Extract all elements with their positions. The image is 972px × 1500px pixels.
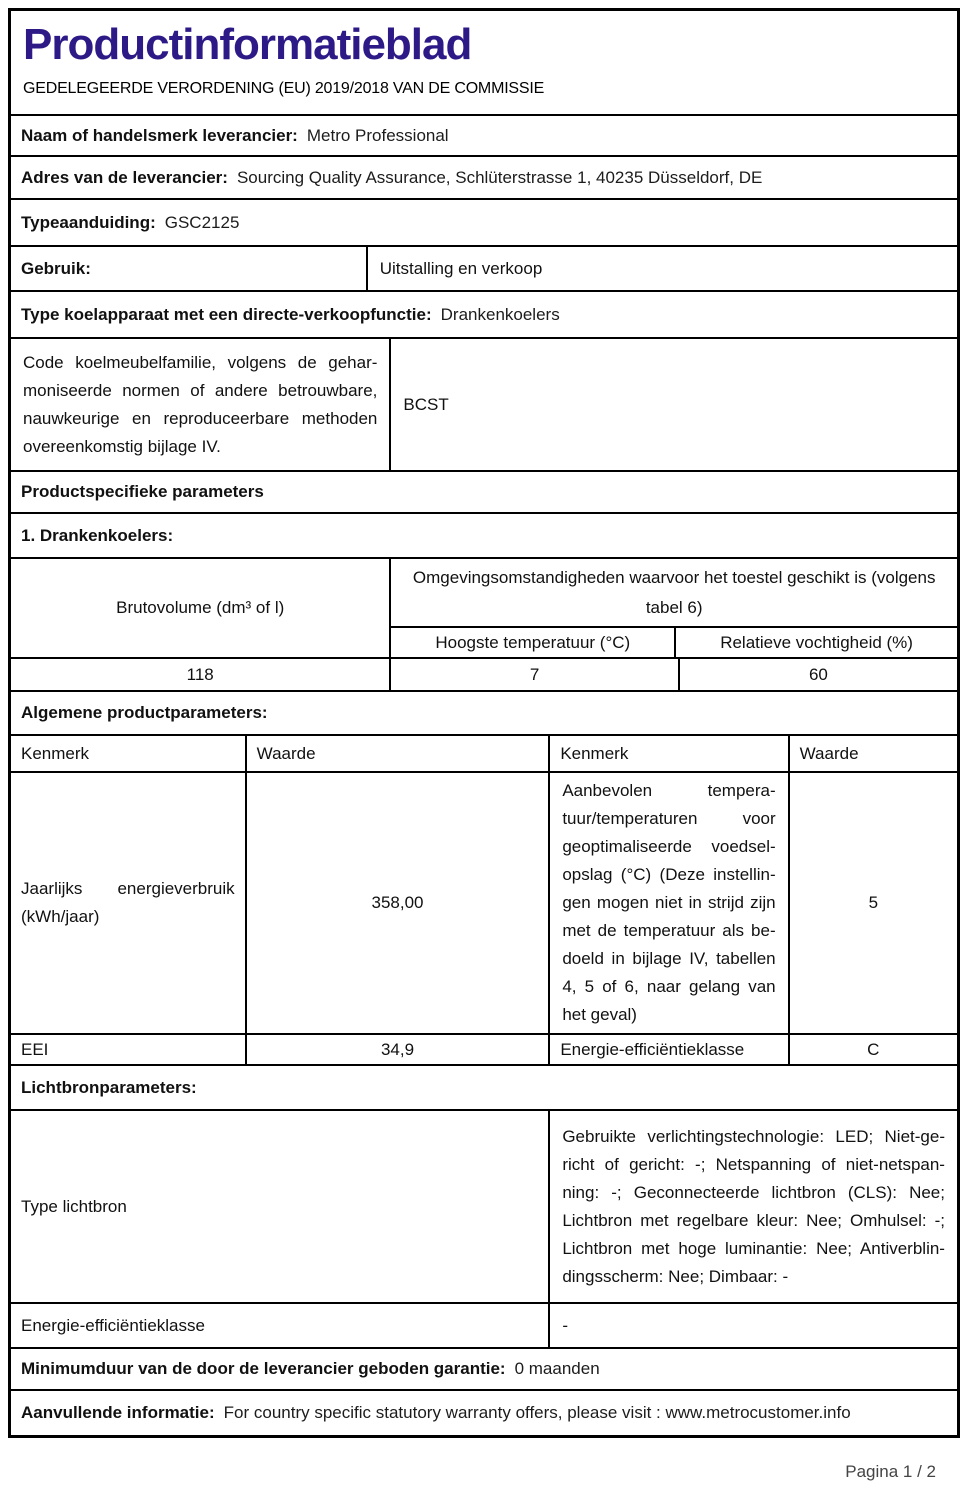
general-header-kenmerk-2: Kenmerk [548, 736, 787, 771]
warranty-label: Minimumduur van de door de leverancier geboden garantie: [21, 1359, 506, 1378]
ambient-conditions-header: Omgevingsomstandigheden waarvoor het toestel geschikt is (volgens tabel 6) [412, 567, 936, 617]
gross-volume-header-cell [11, 559, 389, 657]
ambient-subheaders [391, 626, 957, 657]
appliance-type-value: Drankenkoelers [440, 304, 560, 324]
family-code-value-cell [389, 339, 957, 470]
additional-info-label: Aanvullende informatie: [21, 1403, 215, 1422]
use-label-cell [11, 247, 366, 290]
section-general-params-label: Algemene productparameters: [21, 703, 268, 722]
section-beverage-coolers-label: 1. Drankenkoelers: [21, 525, 174, 545]
light-source-type-value-cell [548, 1111, 957, 1302]
section-light-source-params-label: Lichtbronparameters: [21, 1077, 197, 1097]
use-row [11, 245, 957, 290]
energy-consumption-label-cell [11, 773, 245, 1033]
family-code-value: BCST [403, 394, 449, 414]
appliance-type-label: Type koelapparaat met een directe-verkoopfunctie: [21, 304, 432, 324]
section-light-source-params [11, 1064, 957, 1109]
volume-table-header [11, 557, 957, 657]
section-general-params [11, 690, 957, 734]
recommended-temp-value: 5 [788, 773, 957, 1033]
use-label: Gebruik: [21, 258, 91, 278]
family-code-row [11, 337, 957, 470]
supplier-name-row [11, 114, 957, 155]
use-value: Uitstalling en verkoop [379, 258, 543, 278]
light-source-type-value: Gebruikte verlichtingstechnologie: LED; Niet-ge- richt of gericht: -; Netspanning of niet-netspan- ning: -; Geconnecteerde lichtbron (CLS): Nee; Lichtbron met regelbare kleur: Nee; Omhulsel: -; Lichtbron met hoge luminantie: Nee; Antiverblin- dingsscherm: Nee; Dimbaar: - [562, 1126, 945, 1286]
family-code-label: Code koelmeubelfamilie, volgens de gehar- moniseerde normen of andere betrouwbare, nauwkeurige en reproduceerbare methoden overeenkomstig bijlage IV. [23, 352, 378, 456]
recommended-temp-label-cell [548, 773, 787, 1033]
max-temperature-header: Hoogste temperatuur (°C) [435, 632, 631, 652]
relative-humidity-value: 60 [678, 659, 957, 690]
appliance-type-row [11, 290, 957, 337]
energy-class-value: C [788, 1035, 957, 1064]
regulation-subtitle: GEDELEGEERDE VERORDENING (EU) 2019/2018 VAN DE COMMISSIE [23, 80, 545, 97]
energy-consumption-row [11, 771, 957, 1033]
page-title: Productinformatieblad [23, 20, 472, 69]
eei-label: EEI [21, 1039, 49, 1059]
relative-humidity-header: Relatieve vochtigheid (%) [674, 628, 957, 657]
light-source-type-row [11, 1109, 957, 1302]
section-beverage-coolers [11, 512, 957, 557]
section-product-specific [11, 470, 957, 512]
use-value-cell [366, 247, 957, 290]
warranty-row [11, 1347, 957, 1389]
light-source-energy-class-row [11, 1302, 957, 1347]
additional-info-row [11, 1389, 957, 1435]
gross-volume-value: 118 [186, 664, 214, 684]
eei-row [11, 1033, 957, 1064]
model-identifier-label: Typeaanduiding: [21, 212, 156, 232]
title-block [11, 11, 957, 114]
additional-info-value: For country specific statutory warranty offers, please visit : www.metrocustomer.info [223, 1403, 851, 1422]
model-identifier-value: GSC2125 [164, 212, 240, 232]
energy-consumption-value: 358,00 [245, 773, 549, 1033]
eei-value: 34,9 [245, 1035, 549, 1064]
page-number: Pagina 1 / 2 [845, 1462, 936, 1481]
general-header-kenmerk-1: Kenmerk [21, 743, 90, 763]
supplier-address-label: Adres van de leverancier: [21, 167, 228, 187]
warranty-value: 0 maanden [514, 1359, 600, 1378]
gross-volume-header: Brutovolume (dm³ of l) [116, 598, 285, 617]
energy-consumption-label: Jaarlijks energieverbruik (kWh/jaar) [21, 879, 235, 926]
energy-class-label: Energie-efficiëntieklasse [548, 1035, 787, 1064]
light-source-type-label: Type lichtbron [21, 1196, 127, 1216]
general-header-waarde-1: Waarde [245, 736, 549, 771]
ambient-conditions-group [389, 559, 957, 657]
recommended-temp-label: Aanbevolen tempera- tuur/temperaturen voor geoptimaliseerde voedsel- opslag (°C) (Deze instellin- gen mogen niet in strijd zijn met de temperatuur als be- doeld in bijlage IV, tabellen 4, 5 of 6, naar gelang van het geval) [562, 781, 776, 1024]
supplier-name-label: Naam of handelsmerk leverancier: [21, 125, 298, 145]
general-header-waarde-2: Waarde [788, 736, 957, 771]
light-source-energy-class-value: - [548, 1304, 957, 1347]
document-table [8, 8, 960, 1438]
light-source-energy-class-label: Energie-efficiëntieklasse [21, 1315, 205, 1335]
section-product-specific-label: Productspecifieke parameters [21, 482, 264, 501]
supplier-name-value: Metro Professional [306, 125, 449, 145]
supplier-address-value: Sourcing Quality Assurance, Schlüterstrasse 1, 40235 Düsseldorf, DE [236, 167, 763, 187]
max-temperature-value: 7 [389, 659, 678, 690]
volume-table-data-row [11, 657, 957, 690]
family-code-label-cell [11, 339, 389, 470]
model-identifier-row [11, 198, 957, 245]
supplier-address-row [11, 155, 957, 198]
general-table-header-row [11, 734, 957, 771]
